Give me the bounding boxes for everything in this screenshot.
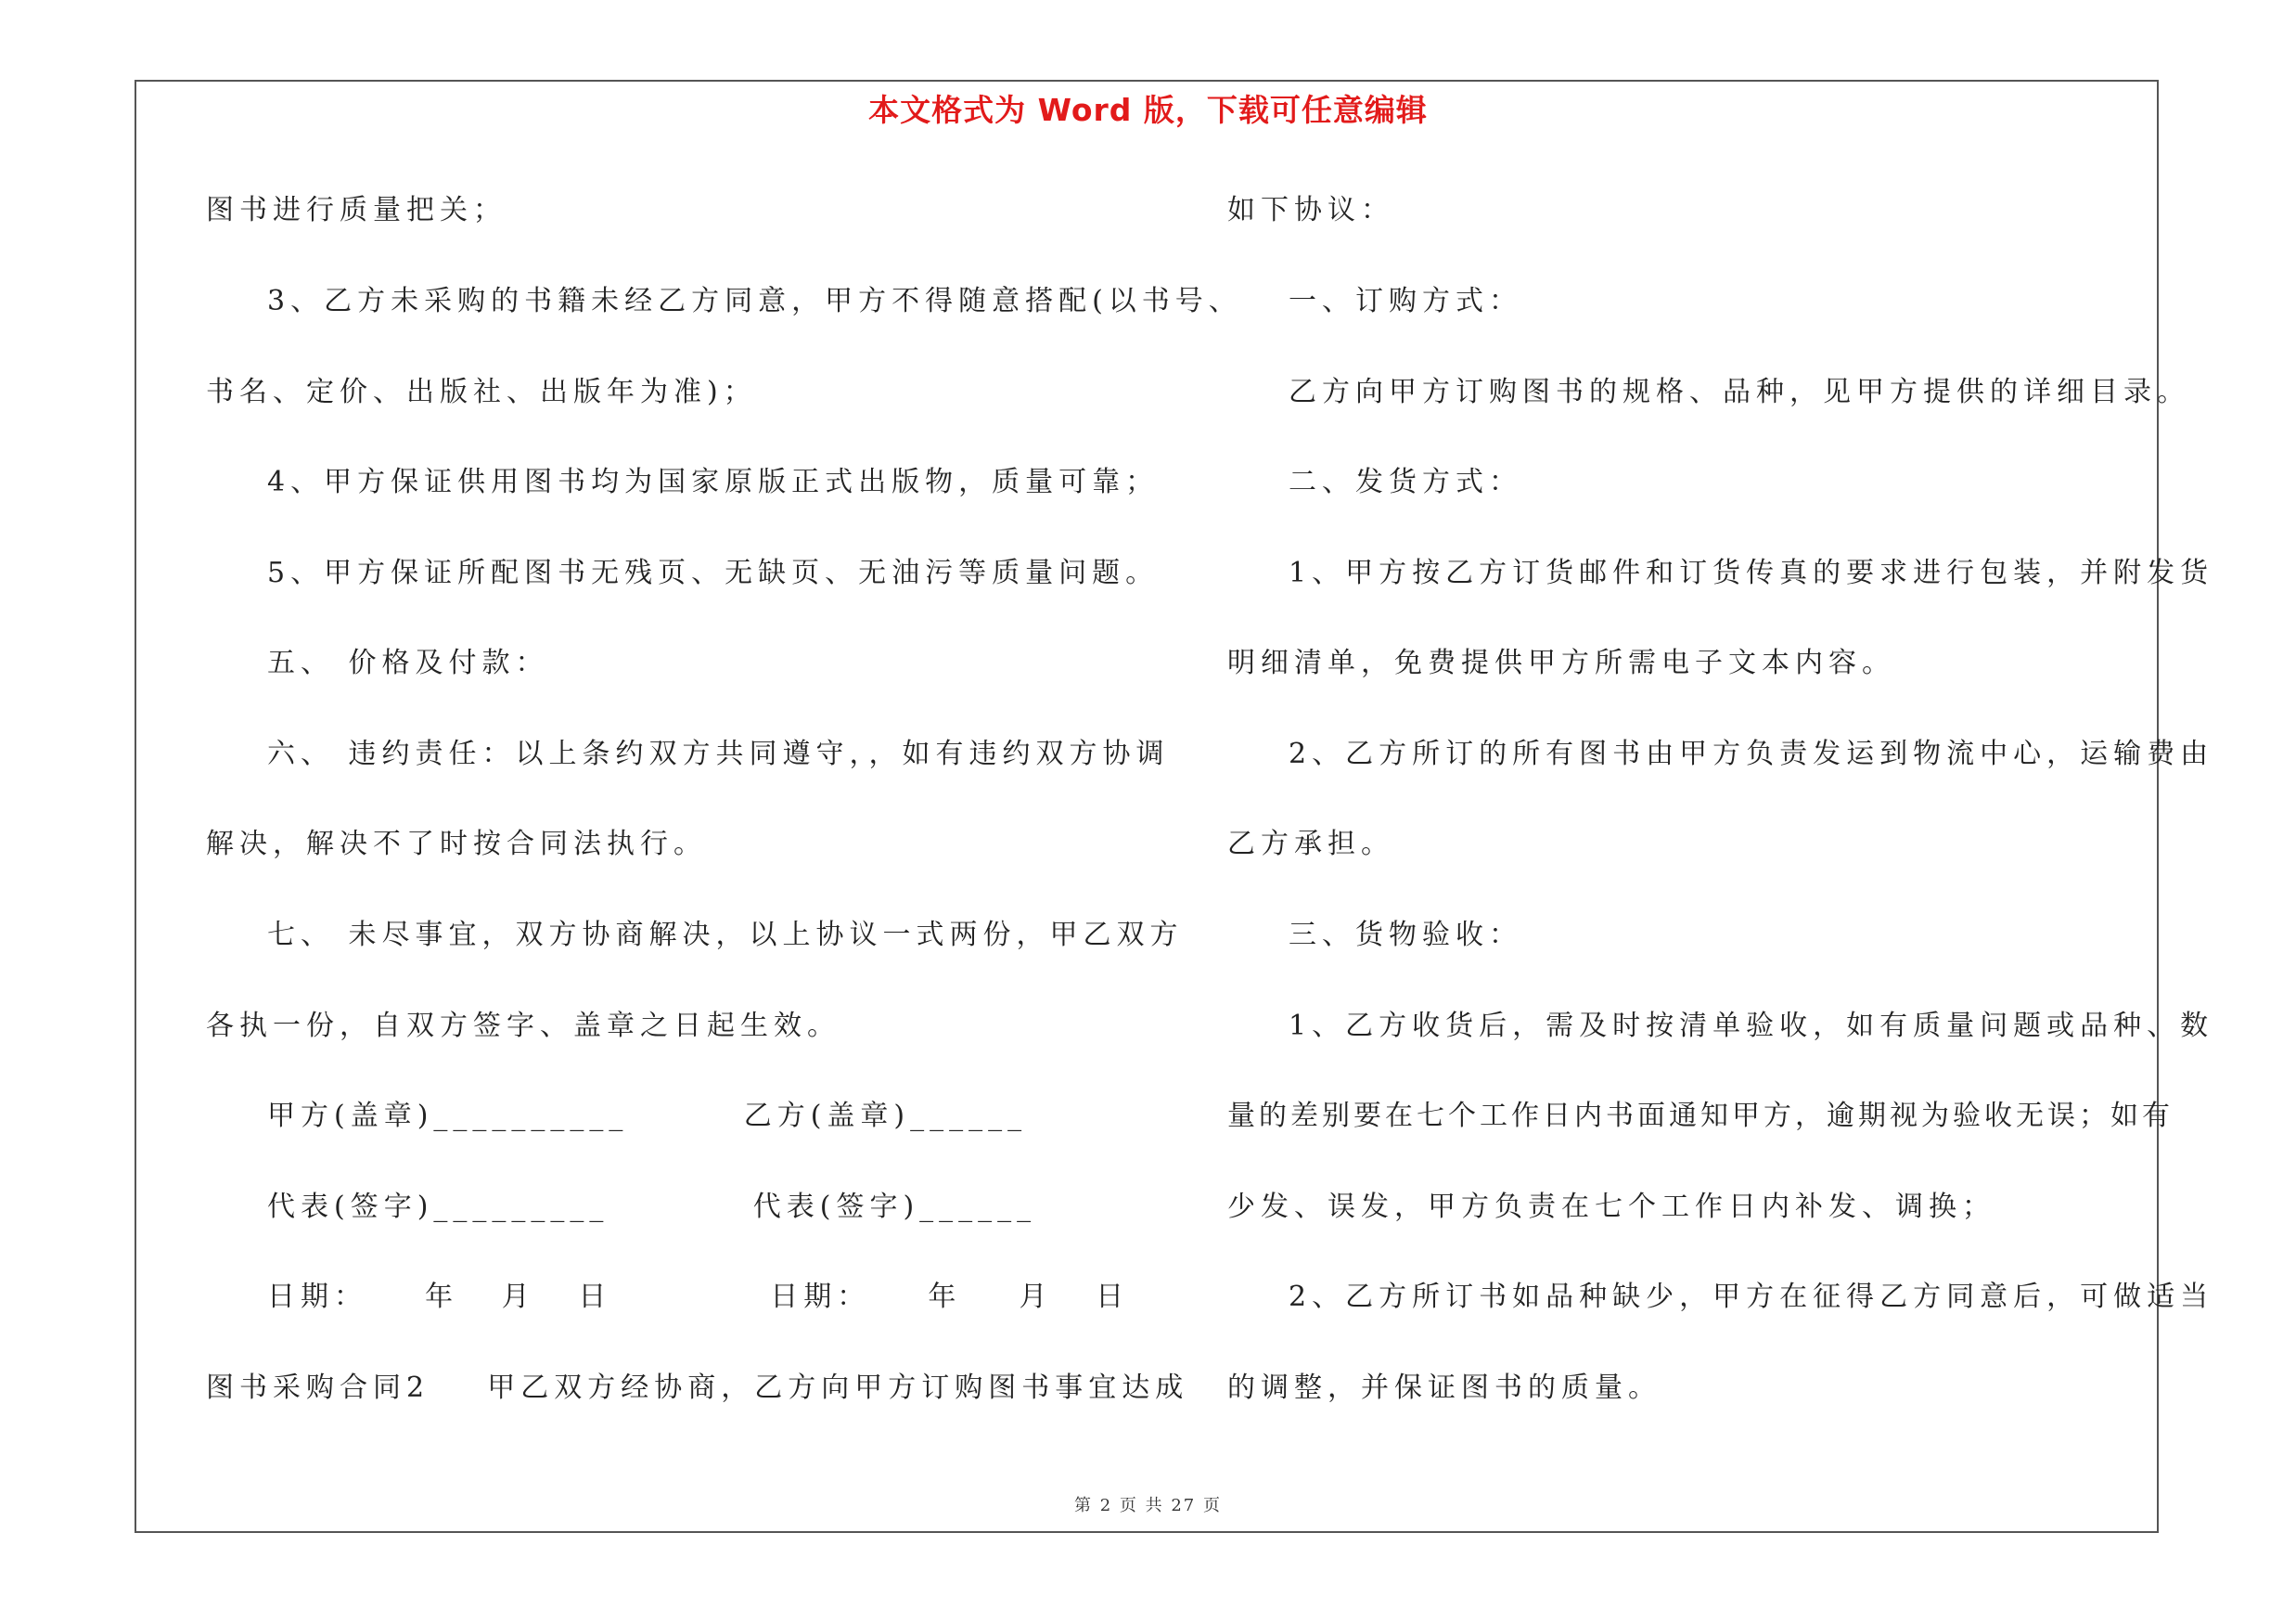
document-header: 本文格式为 Word 版，下载可任意编辑 [868, 92, 1428, 128]
paragraph-line: 1、甲方按乙方订货邮件和订货传真的要求进行包装，并附发货 [1289, 557, 2214, 589]
paragraph-line: 图书采购合同2 甲乙双方经协商，乙方向甲方订购图书事宜达成 [206, 1372, 1189, 1404]
section-heading: 一、订购方式： [1289, 285, 1522, 317]
paragraph-line: 少发、误发，甲方负责在七个工作日内补发、调换； [1227, 1191, 1995, 1223]
paragraph-line: 4、甲方保证供用图书均为国家原版正式出版物，质量可靠； [267, 466, 1160, 498]
paragraph-line: 量的差别要在七个工作日内书面通知甲方，逾期视为验收无误；如有 [1227, 1100, 2174, 1132]
section-heading: 二、发货方式： [1289, 466, 1522, 498]
paragraph-line: 七、 未尽事宜，双方协商解决，以上协议一式两份，甲乙双方 [267, 919, 1184, 951]
paragraph-line: 乙方承担。 [1227, 828, 1394, 860]
paragraph-line: 解决，解决不了时按合同法执行。 [206, 828, 707, 860]
paragraph-line: 如下协议： [1227, 194, 1394, 226]
paragraph-line: 2、乙方所订书如品种缺少，甲方在征得乙方同意后，可做适当 [1289, 1281, 2214, 1313]
paragraph-line: 乙方向甲方订购图书的规格、品种，见甲方提供的详细目录。 [1289, 376, 2190, 408]
paragraph-line: 各执一份，自双方签字、盖章之日起生效。 [206, 1010, 840, 1042]
section-heading: 五、 价格及付款： [267, 647, 549, 679]
paragraph-line: 图书进行质量把关； [206, 194, 507, 226]
paragraph-line: 3、乙方未采购的书籍未经乙方同意，甲方不得随意搭配(以书号、 [267, 285, 1242, 317]
paragraph-line: 1、乙方收货后，需及时按清单验收，如有质量问题或品种、数 [1289, 1010, 2214, 1042]
section-heading: 三、货物验收： [1289, 919, 1522, 951]
date-line: 日期： 年 月 日 日期： 年 月 日 [267, 1281, 1130, 1313]
page-number: 第 2 页 共 27 页 [1074, 1496, 1222, 1515]
paragraph-line: 明细清单，免费提供甲方所需电子文本内容。 [1227, 647, 1895, 679]
paragraph-line: 的调整，并保证图书的质量。 [1227, 1372, 1661, 1404]
paragraph-line: 六、 违约责任：以上条约双方共同遵守，，如有违约双方协调 [267, 738, 1170, 770]
signature-line: 甲方(盖章)__________ 乙方(盖章)______ [267, 1100, 1028, 1132]
signature-line: 代表(签字)_________ 代表(签字)______ [267, 1191, 1037, 1223]
paragraph-line: 书名、定价、出版社、出版年为准)； [206, 376, 757, 408]
paragraph-line: 5、甲方保证所配图书无残页、无缺页、无油污等质量问题。 [267, 557, 1160, 589]
paragraph-line: 2、乙方所订的所有图书由甲方负责发运到物流中心，运输费由 [1289, 738, 2214, 770]
